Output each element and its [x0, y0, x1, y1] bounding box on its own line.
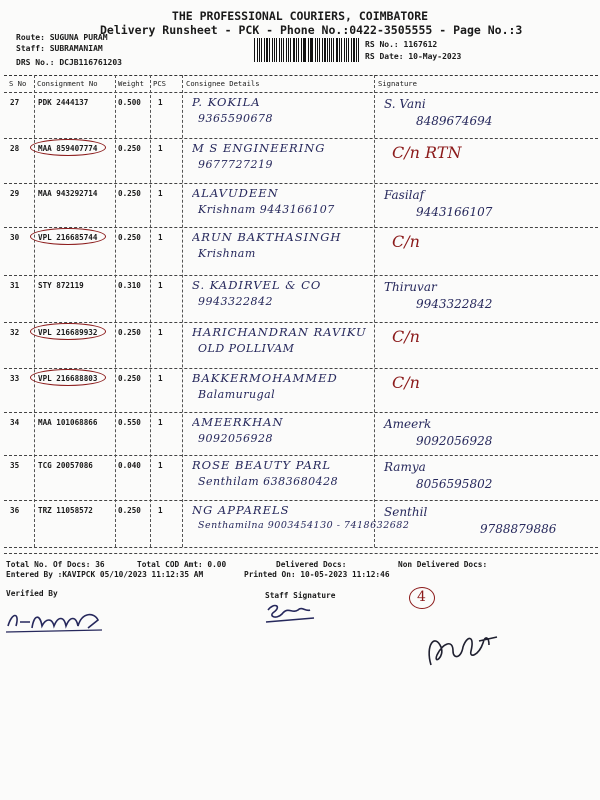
row-consignment: STY 872119: [38, 281, 84, 290]
barcode-bar: [327, 38, 328, 62]
row-consignee-phone: Krishnam: [198, 247, 256, 260]
row-weight: 0.310: [118, 281, 141, 290]
row-pcs: 1: [158, 506, 163, 515]
row-weight: 0.550: [118, 418, 141, 427]
barcode-bar: [261, 38, 262, 62]
barcode-bar: [283, 38, 284, 62]
row-consignment: VPL 216689932: [38, 328, 98, 337]
row-pcs: 1: [158, 189, 163, 198]
row-signature: S. Vani: [384, 97, 426, 111]
staff-label: Staff: SUBRAMANIAM: [16, 44, 103, 53]
barcode-bar: [311, 38, 313, 62]
row-sno: 34: [10, 418, 20, 427]
staff-signature-label: Staff Signature: [265, 591, 336, 600]
row-consignee-name: S. KADIRVEL & CO: [192, 278, 322, 292]
row-sno: 33: [10, 374, 20, 383]
barcode-bar: [296, 38, 297, 62]
row-signature-phone: 9943322842: [416, 297, 493, 311]
page-mark: 4: [417, 589, 426, 605]
row-weight: 0.040: [118, 461, 141, 470]
row-sno: 28: [10, 144, 20, 153]
barcode-bar: [276, 38, 277, 62]
row-signature-phone: 9443166107: [416, 205, 493, 219]
consignment-circle: [30, 228, 106, 245]
route-label: Route: SUGUNA PURAM: [16, 33, 108, 42]
barcode-bar: [336, 38, 338, 62]
row-sno: 35: [10, 461, 20, 470]
barcode-bar: [333, 38, 334, 62]
row-consignee-phone: 9092056928: [198, 432, 273, 445]
row-weight: 0.250: [118, 506, 141, 515]
row-signature: C/n: [392, 232, 420, 251]
row-signature: Ramya: [384, 460, 426, 474]
barcode-bar: [324, 38, 325, 62]
row-pcs: 1: [158, 328, 163, 337]
row-consignee-phone: OLD POLLIVAM: [198, 342, 295, 355]
row-consignee-name: ROSE BEAUTY PARL: [192, 458, 332, 472]
row-consignment: VPL 216685744: [38, 233, 98, 242]
footer-rule: [4, 553, 598, 554]
barcode-bar: [351, 38, 352, 62]
row-pcs: 1: [158, 461, 163, 470]
barcode-bar: [315, 38, 316, 62]
verifier-signature: [2, 604, 112, 636]
consignment-circle: [30, 323, 106, 340]
row-consignment: TRZ 11058572: [38, 506, 93, 515]
row-signature-phone: 8056595802: [416, 477, 493, 491]
barcode-bar: [331, 38, 332, 62]
row-sno: 31: [10, 281, 20, 290]
row-weight: 0.250: [118, 144, 141, 153]
col-header-weight: Weight: [118, 79, 144, 88]
barcode-bar: [272, 38, 273, 62]
barcode-bar: [286, 38, 287, 62]
row-weight: 0.250: [118, 374, 141, 383]
verified-by-label: Verified By: [6, 589, 58, 598]
row-consignee-phone: 9677727219: [198, 158, 273, 171]
row-signature: Fasilaf: [384, 188, 425, 202]
barcode-bar: [346, 38, 347, 62]
barcode-bar: [274, 38, 275, 62]
row-consignee-phone: Senthilam 6383680428: [198, 475, 339, 488]
row-consignment: MAA 943292714: [38, 189, 98, 198]
col-header-signature: Signature: [378, 79, 417, 88]
barcode-bar: [329, 38, 330, 62]
barcode-bar: [288, 38, 289, 62]
barcode-bar: [339, 38, 340, 62]
row-signature-phone: 9092056928: [416, 434, 493, 448]
barcode: [254, 38, 360, 62]
table-row: [4, 92, 598, 138]
total-docs: Total No. Of Docs: 36: [6, 560, 105, 569]
row-consignee-name: BAKKERMOHAMMED: [192, 371, 338, 385]
total-cod: Total COD Amt: 0.00: [137, 560, 227, 569]
barcode-bar: [298, 38, 299, 62]
barcode-bar: [293, 38, 295, 62]
table-top-rule: [4, 75, 598, 76]
barcode-bar: [308, 38, 309, 62]
delivered-docs: Delivered Docs:: [276, 560, 347, 569]
row-signature: C/n: [392, 327, 420, 346]
row-pcs: 1: [158, 98, 163, 107]
non-delivered-docs: Non Delivered Docs:: [398, 560, 488, 569]
printed-on: Printed On: 10-05-2023 11:12:46: [244, 570, 390, 579]
runsheet-title: Delivery Runsheet - PCK - Phone No.:0422-3505555 - Page No.:3: [100, 23, 523, 37]
row-pcs: 1: [158, 281, 163, 290]
barcode-bar: [304, 38, 305, 62]
barcode-bar: [358, 38, 359, 62]
entered-by: Entered By :KAVIPCK 05/10/2023 11:12:35 AM: [6, 570, 204, 579]
barcode-bar: [356, 38, 357, 62]
rs-number: RS No.: 1167612: [365, 40, 438, 49]
barcode-bar: [279, 38, 280, 62]
row-pcs: 1: [158, 233, 163, 242]
barcode-bar: [259, 38, 260, 62]
row-rule: [4, 547, 598, 548]
row-sno: 32: [10, 328, 20, 337]
row-signature: C/n RTN: [392, 143, 462, 162]
row-pcs: 1: [158, 418, 163, 427]
row-consignee-phone: 9365590678: [198, 112, 273, 125]
row-consignee-phone: Senthamilna 9003454130 - 7418632682: [198, 520, 410, 531]
row-consignee-name: ALAVUDEEN: [192, 186, 279, 200]
row-sno: 29: [10, 189, 20, 198]
row-sno: 30: [10, 233, 20, 242]
row-consignment: PDK 2444137: [38, 98, 89, 107]
barcode-bar: [269, 38, 270, 62]
barcode-bar: [341, 38, 342, 62]
col-header-sno: S No: [9, 79, 27, 88]
row-sno: 36: [10, 506, 20, 515]
barcode-bar: [319, 38, 320, 62]
row-signature-phone: 9788879886: [480, 522, 557, 536]
row-consignment: TCG 20057086: [38, 461, 93, 470]
barcode-bar: [257, 38, 258, 62]
row-weight: 0.500: [118, 98, 141, 107]
barcode-bar: [344, 38, 345, 62]
drs-label: DRS No.: DCJB116761203: [16, 58, 122, 67]
row-weight: 0.250: [118, 233, 141, 242]
barcode-bar: [322, 38, 323, 62]
consignment-circle: [30, 139, 106, 156]
consignment-circle: [30, 369, 106, 386]
row-consignee-name: ARUN BAKTHASINGH: [192, 230, 342, 244]
row-consignee-phone: 9943322842: [198, 295, 273, 308]
col-header-pcs: PCS: [153, 79, 166, 88]
staff-signature: [262, 600, 322, 626]
barcode-bar: [348, 38, 349, 62]
row-weight: 0.250: [118, 328, 141, 337]
row-consignee-name: P. KOKILA: [192, 95, 261, 109]
barcode-bar: [317, 38, 318, 62]
barcode-bar: [266, 38, 268, 62]
row-signature-phone: 8489674694: [416, 114, 493, 128]
rs-date: RS Date: 10-May-2023: [365, 52, 462, 61]
row-consignment: MAA 101068866: [38, 418, 98, 427]
row-pcs: 1: [158, 144, 163, 153]
row-signature: Thiruvar: [384, 280, 437, 294]
barcode-bar: [254, 38, 255, 62]
barcode-bar: [353, 38, 354, 62]
row-consignment: VPL 216688803: [38, 374, 98, 383]
col-header-consignee: Consignee Details: [186, 79, 260, 88]
barcode-bar: [310, 38, 311, 62]
row-signature: Ameerk: [384, 417, 432, 431]
row-consignee-phone: Balamurugal: [198, 388, 276, 401]
receiver-signature: [423, 625, 503, 675]
barcode-bar: [290, 38, 291, 62]
row-consignee-name: HARICHANDRAN RAVIKU: [192, 325, 367, 339]
row-consignee-phone: Krishnam 9443166107: [198, 203, 335, 216]
row-consignee-name: NG APPARELS: [192, 503, 290, 517]
row-consignee-name: M S ENGINEERING: [192, 141, 326, 155]
row-consignment: MAA 859407774: [38, 144, 98, 153]
row-sno: 27: [10, 98, 20, 107]
barcode-bar: [264, 38, 265, 62]
row-pcs: 1: [158, 374, 163, 383]
col-header-consignment: Consignment No: [37, 79, 98, 88]
barcode-bar: [281, 38, 282, 62]
row-signature: Senthil: [384, 505, 428, 519]
row-consignee-name: AMEERKHAN: [192, 415, 284, 429]
row-signature: C/n: [392, 373, 420, 392]
barcode-bar: [303, 38, 304, 62]
barcode-bar: [301, 38, 302, 62]
company-title: THE PROFESSIONAL COURIERS, COIMBATORE: [171, 9, 429, 23]
row-weight: 0.250: [118, 189, 141, 198]
